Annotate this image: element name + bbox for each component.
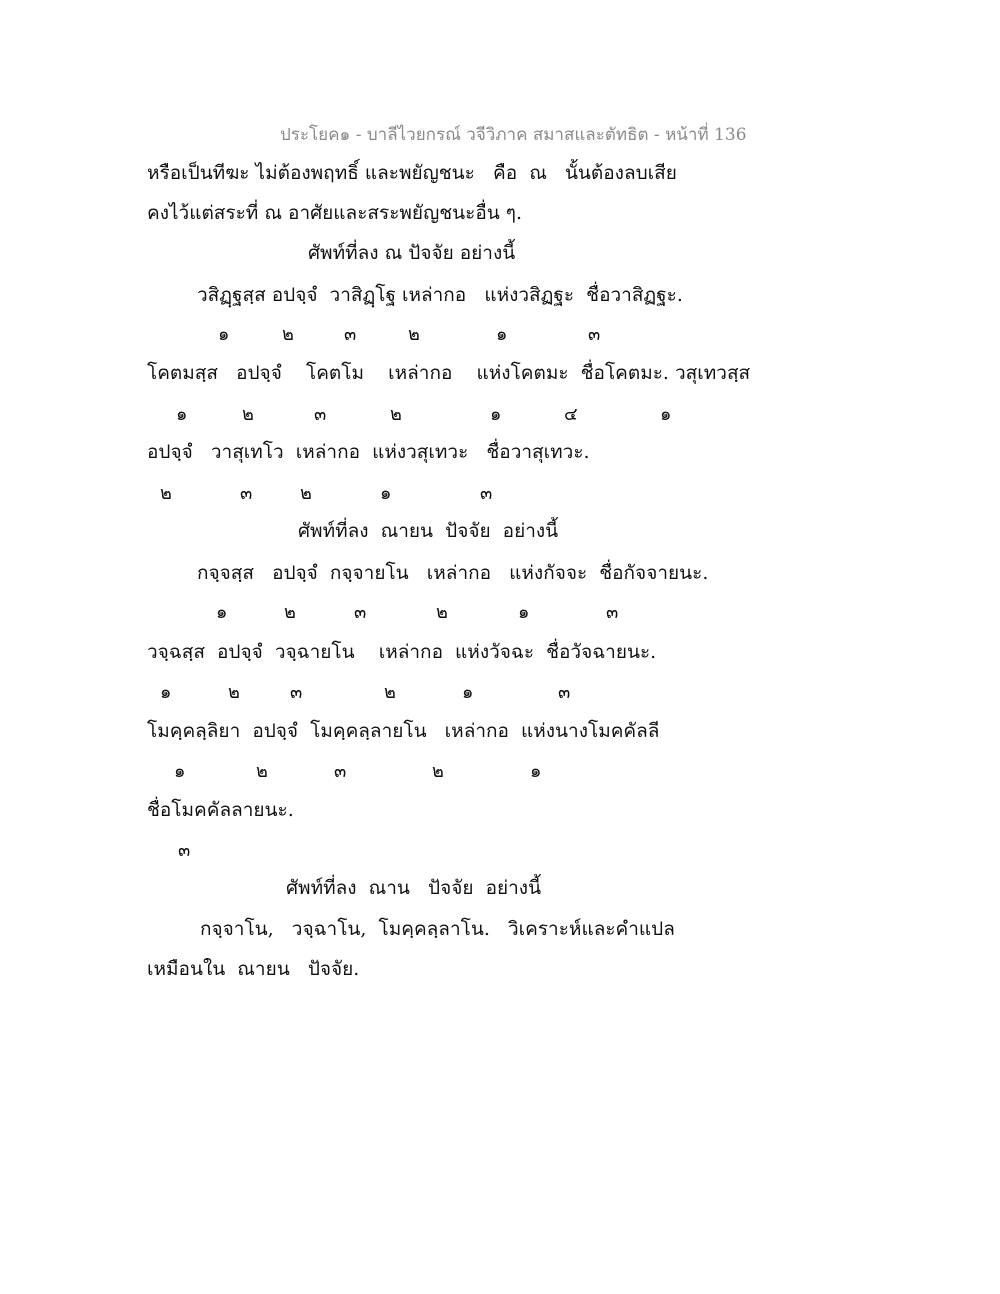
order-number: ๓: [334, 761, 347, 782]
example-line-6: โมคฺคลฺลิยา อปจฺจํ โมคฺคลฺลายโน เหล่ากอ แห่งนางโมคคัลลี: [147, 720, 660, 742]
section-heading-nayana: ศัพท์ที่ลง ณายน ปัจจัย อย่างนี้: [298, 520, 559, 542]
order-number: ๑: [176, 404, 188, 425]
order-number: ๒: [408, 324, 420, 345]
order-number: ๓: [290, 682, 303, 703]
order-number: ๑: [380, 483, 392, 504]
order-number: ๓: [588, 324, 601, 345]
order-number: ๔: [564, 404, 578, 425]
order-number: ๑: [518, 602, 530, 623]
order-number: ๓: [240, 483, 253, 504]
order-number: ๒: [384, 682, 396, 703]
order-number: ๒: [282, 324, 294, 345]
order-number: ๑: [496, 324, 508, 345]
section-heading-na: ศัพท์ที่ลง ณ ปัจจัย อย่างนี้: [308, 242, 516, 264]
example-line-4: กจฺจสฺส อปจฺจํ กจฺจายโน เหล่ากอ แห่งกัจจะ ชื่อกัจจายนะ.: [197, 562, 709, 584]
order-number: ๒: [256, 761, 268, 782]
order-number: ๒: [436, 602, 448, 623]
order-number: ๑: [530, 761, 542, 782]
order-number: ๓: [314, 404, 327, 425]
example-line-1: วสิฏฺฐสฺส อปจฺจํ วาสิฏฺโฐ เหล่ากอ แห่งวสิฏฐะ ชื่อวาสิฏฐะ.: [197, 284, 683, 306]
order-number: ๓: [558, 682, 571, 703]
example-line-7: ชื่อโมคคัลลายนะ.: [147, 799, 294, 821]
running-header: ประโยค๑ - บาลีไวยกรณ์ วจีวิภาค สมาสและตัทธิต - หน้าที่ 136: [280, 125, 747, 145]
order-number: ๒: [160, 483, 172, 504]
body-line-1: หรือเป็นทีฆะ ไม่ต้องพฤทธิ์ และพยัญชนะ คือ ณ นั้นต้องลบเสีย: [147, 162, 677, 184]
order-number: ๒: [228, 682, 240, 703]
example-line-5: วจฺฉสฺส อปจฺจํ วจฺฉายโน เหล่ากอ แห่งวัจฉะ ชื่อวัจฉายนะ.: [147, 641, 657, 663]
order-number: ๓: [480, 483, 493, 504]
order-number: ๑: [462, 682, 474, 703]
order-number: ๑: [174, 761, 186, 782]
order-number: ๑: [160, 682, 172, 703]
section-heading-nana: ศัพท์ที่ลง ณาน ปัจจัย อย่างนี้: [286, 877, 542, 899]
order-number: ๓: [606, 602, 619, 623]
example-line-2: โคตมสฺส อปจฺจํ โคตโม เหล่ากอ แห่งโคตมะ ชื่อโคตมะ. วสุเทวสฺส: [147, 362, 751, 384]
order-number: ๑: [490, 404, 502, 425]
order-number: ๒: [390, 404, 402, 425]
body-line-2: คงไว้แต่สระที่ ณ อาศัยและสระพยัญชนะอื่น ๆ.: [147, 202, 523, 224]
order-number: ๑: [216, 602, 228, 623]
example-line-3: อปจฺจํ วาสุเทโว เหล่ากอ แห่งวสุเทวะ ชื่อวาสุเทวะ.: [147, 441, 590, 463]
order-number: ๓: [354, 602, 367, 623]
order-number: ๒: [300, 483, 312, 504]
example-line-8: กจฺจาโน, วจฺฉาโน, โมคฺคลฺลาโน. วิเคราะห์และคำแปล: [200, 918, 675, 940]
order-number: ๓: [178, 840, 191, 861]
order-number: ๒: [432, 761, 444, 782]
order-number: ๓: [344, 324, 357, 345]
order-number: ๑: [218, 324, 230, 345]
order-number: ๑: [660, 404, 672, 425]
example-line-9: เหมือนใน ณายน ปัจจัย.: [147, 958, 360, 980]
order-number: ๒: [242, 404, 254, 425]
order-number: ๒: [284, 602, 296, 623]
